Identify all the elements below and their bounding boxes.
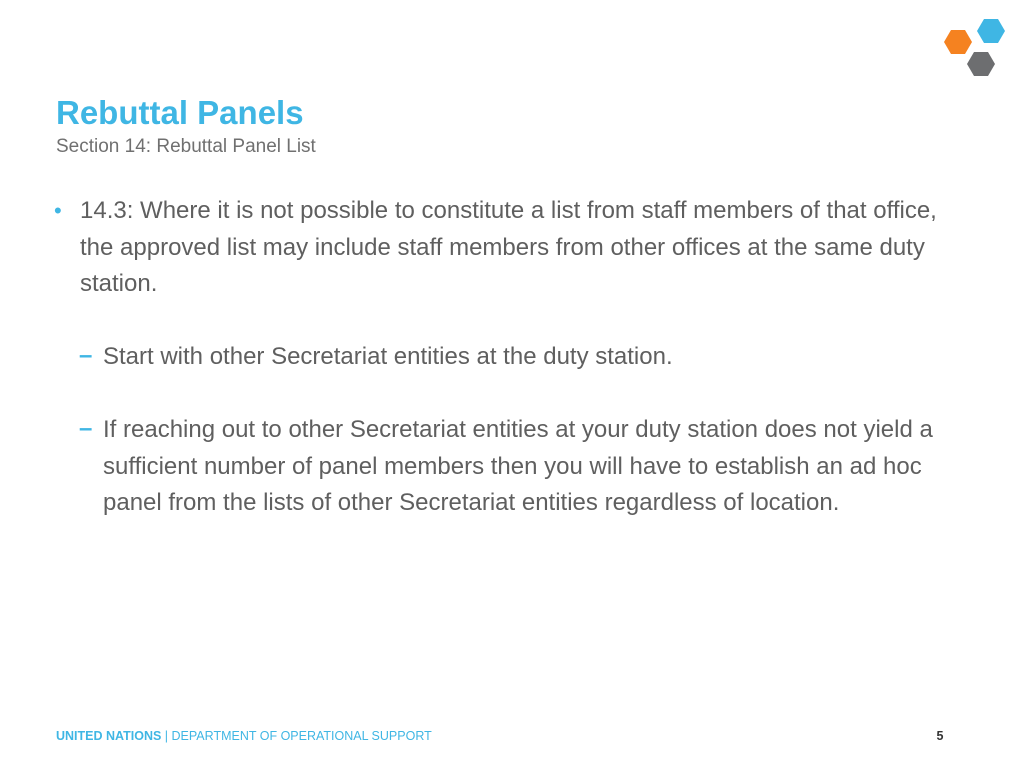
gray-hexagon [967,52,995,76]
page-number: 5 [936,729,944,743]
sub-bullet-item [79,339,963,376]
main-bullet-item [54,193,970,303]
footer-text [56,728,432,744]
hexagon-cluster-icon [940,14,1012,84]
slide-title: Rebuttal Panels [56,94,304,131]
blue-hexagon [977,19,1005,43]
footer-department: DEPARTMENT OF OPERATIONAL SUPPORT [171,729,432,743]
main-bullet-text: 14.3: Where it is not possible to constitute a list from staff members of that office, the approved list may include staff members from other offices at the same duty station. [80,197,937,297]
dash-marker: – [79,415,93,442]
bullet-marker: • [54,198,62,223]
sub-bullet-text: If reaching out to other Secretariat entities at your duty station does not yield a sufficient number of panel members then you will have to establish an ad hoc panel from the lists of other Secretariat entities regardless of location. [103,416,933,516]
sub-bullet-text: Start with other Secretariat entities at the duty station. [103,343,673,370]
sub-bullet-item [79,412,963,522]
footer-organization: UNITED NATIONS [56,729,162,743]
dash-marker: – [79,342,93,369]
slide-subtitle: Section 14: Rebuttal Panel List [56,136,316,157]
footer-separator: | [161,729,172,743]
orange-hexagon [944,30,972,54]
